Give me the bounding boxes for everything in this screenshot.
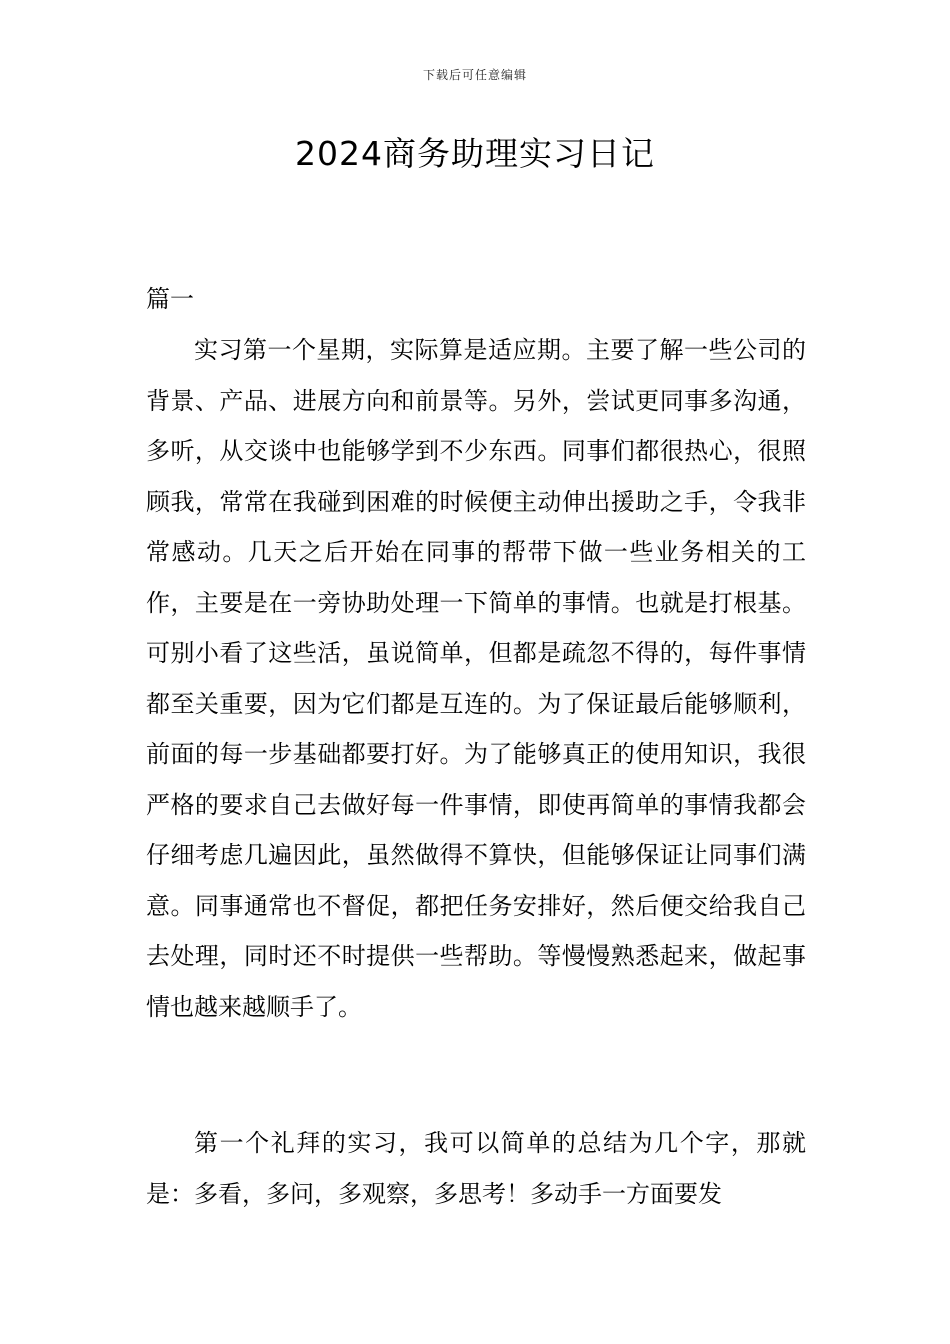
body-paragraph: 第一个礼拜的实习，我可以简单的总结为几个字，那就是：多看，多问，多观察，多思考！多动手一方面要发 [146, 1129, 806, 1208]
section-label: 篇一 [146, 285, 194, 313]
document-title: 2024商务助理实习日记 [295, 134, 655, 173]
body-paragraph: 实习第一个星期，实际算是适应期。主要了解一些公司的背景、产品、进展方向和前景等。另外，尝试更同事多沟通，多听，从交谈中也能够学到不少东西。同事们都很热心，很照顾我，常常在我碰到困难的时候便主动伸出援助之手，令我非常感动。几天之后开始在同事的帮带下做一些业务相关的工作，主要是在一旁协助处理一下简单的事情。也就是打根基。可别小看了这些活，虽说简单，但都是疏忽不得的，每件事情都至关重要，因为它们都是互连的。为了保证最后能够顺利，前面的每一步基础都要打好。为了能够真正的使用知识，我很严格的要求自己去做好每一件事情，即使再简单的事情我都会仔细考虑几遍因此，虽然做得不算快，但能够保证让同事们满意。同事通常也不督促，都把任务安排好，然后便交给我自己去处理，同时还不时提供一些帮助。等慢慢熟悉起来，做起事情也越来越顺手了。 [146, 336, 806, 1021]
header-note: 下载后可任意编辑 [422, 68, 527, 82]
